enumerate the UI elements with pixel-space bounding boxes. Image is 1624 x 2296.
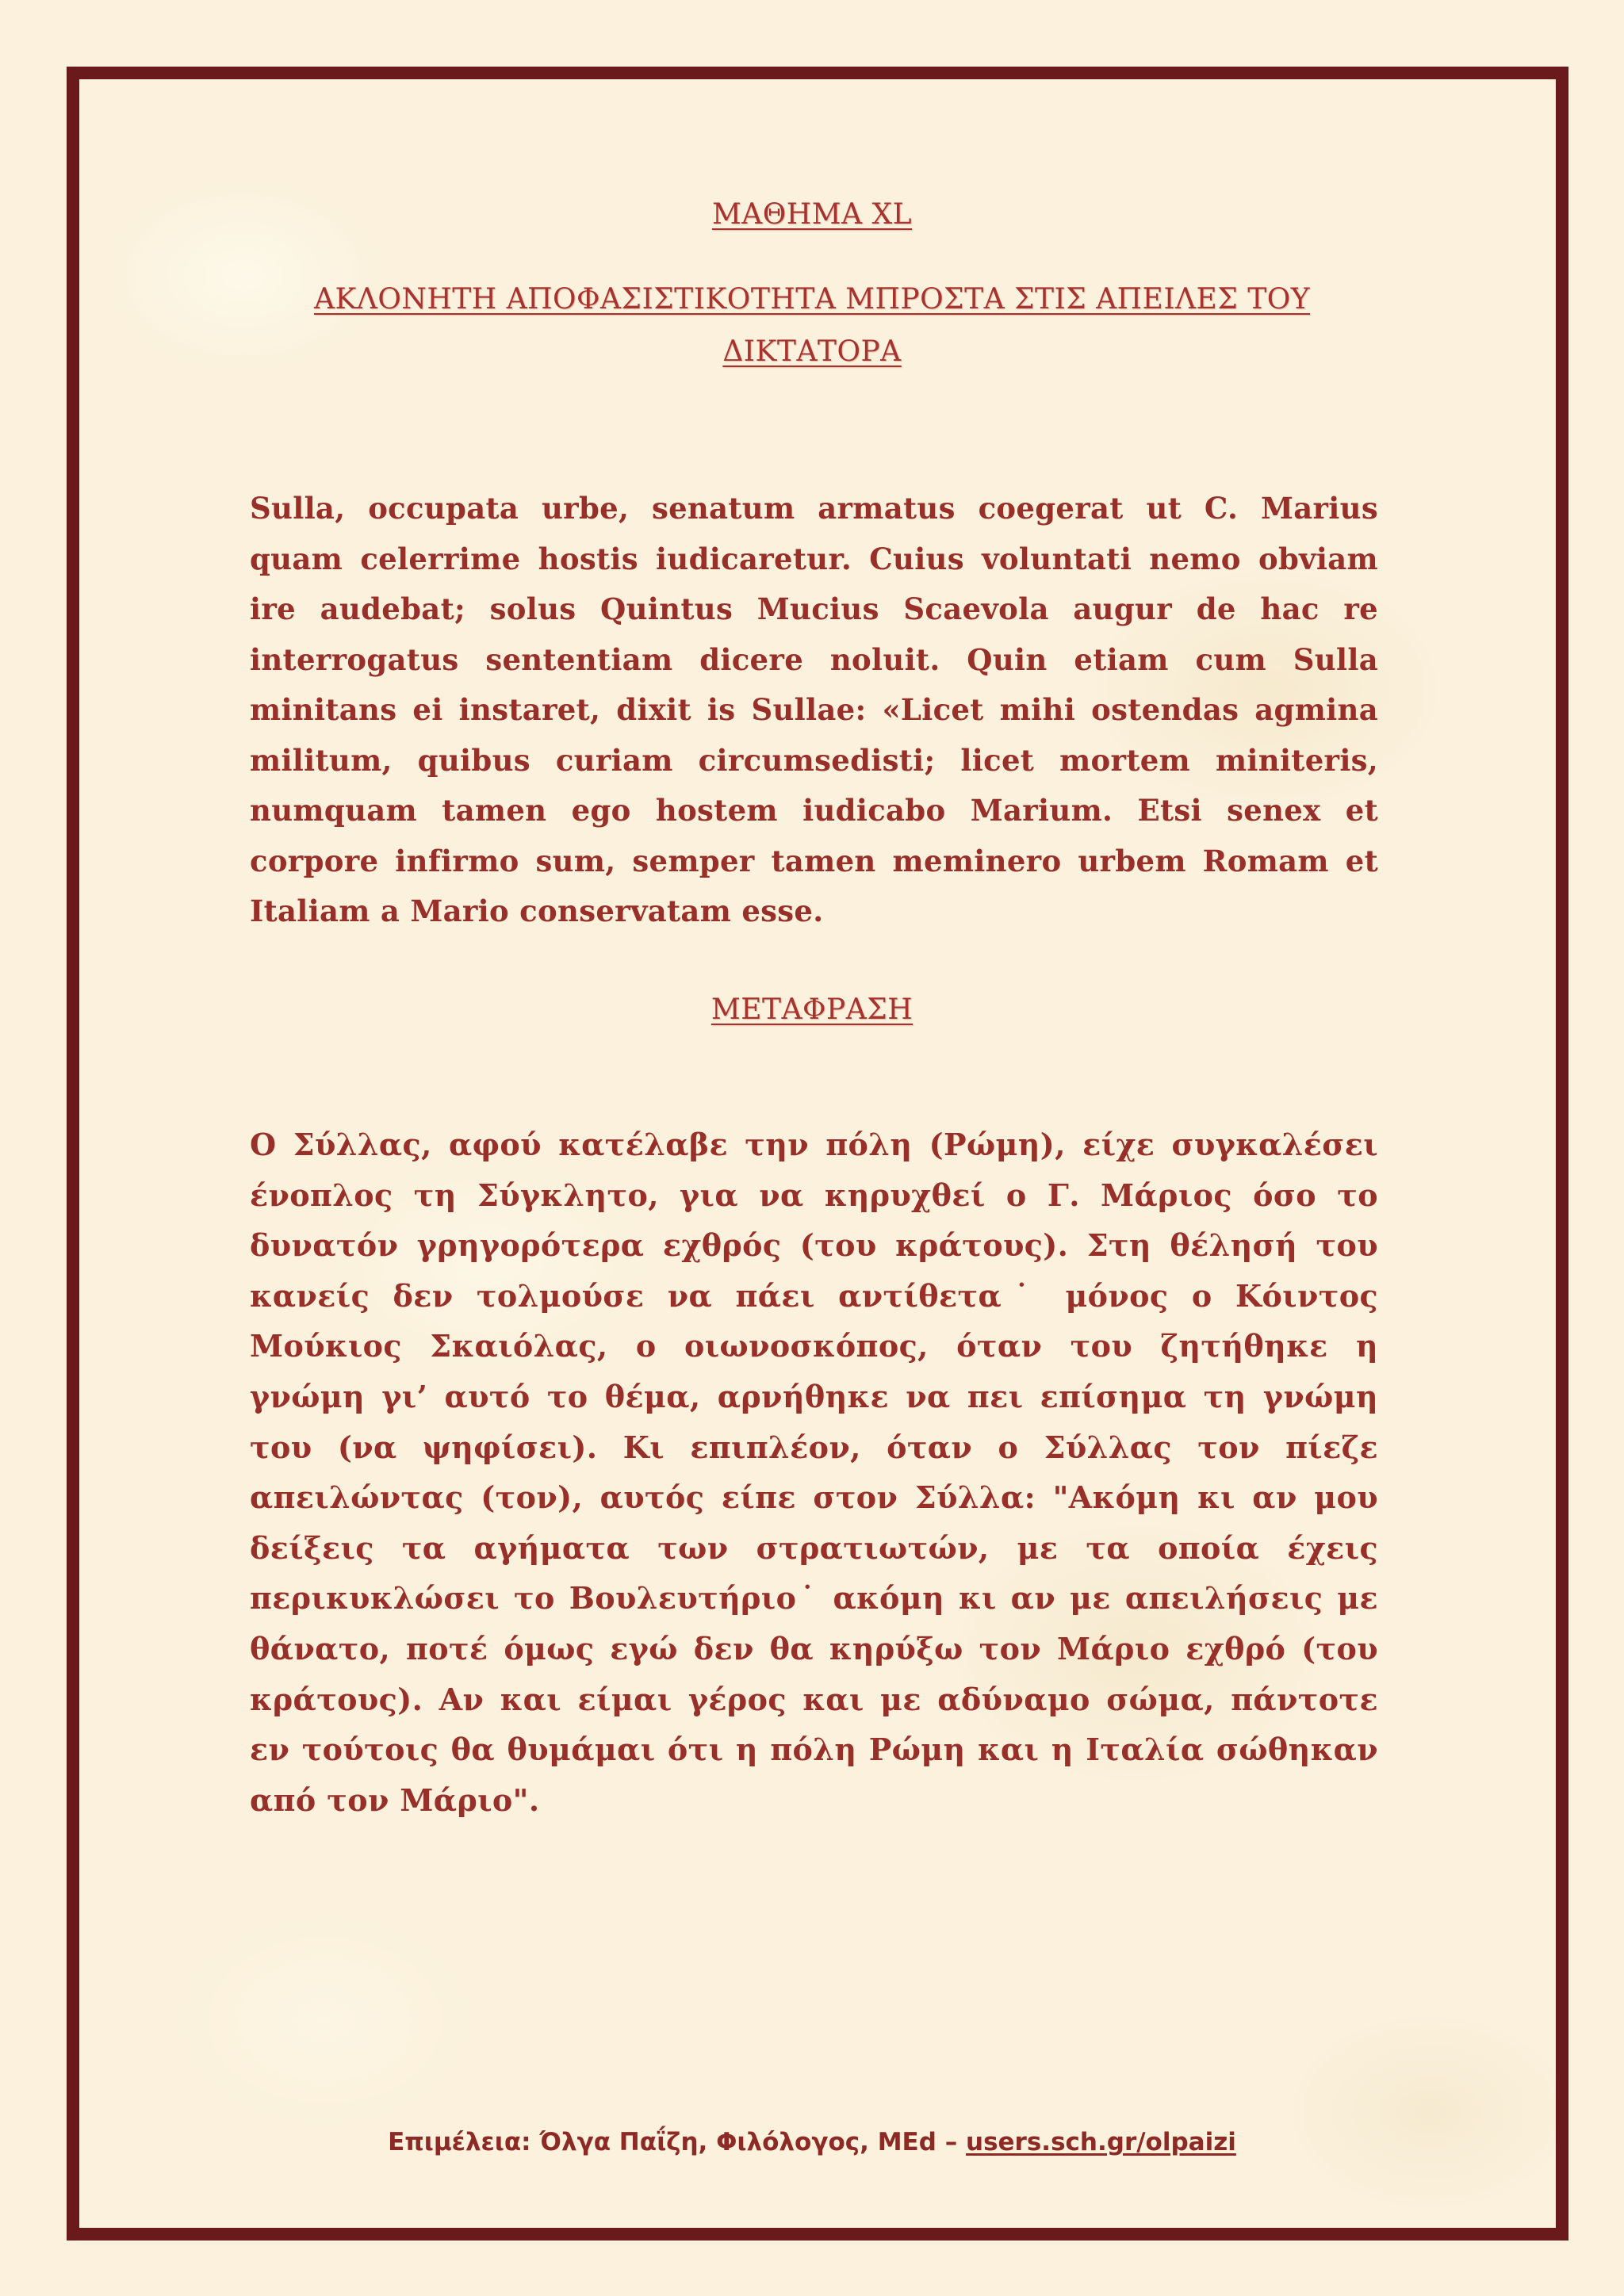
translation-heading: ΜΕΤΑΦΡΑΣΗ [710, 993, 914, 1026]
footer [0, 2128, 1624, 2156]
latin-text: Sulla, occupata urbe, senatum armatus coegerat ut C. Marius quam celerrime hostis iudicaretur. Cuius voluntati nemo obviam ire audebat; solus Quintus Mucius Scaevola augur de hac re interrogatus sententiam dicere noluit. Quin etiam cum Sulla minitans ei instaret, dixit is Sullae: «Licet mihi ostendas agmina militum, quibus curiam circumsedisti; licet mortem miniteris, numquam tamen ego hostem iudicabo Marium. Etsi senex et corpore infirmo sum, semper tamen meminero urbem Romam et Italiam a Mario conservatam esse. [250, 491, 1378, 928]
footer-website-link[interactable]: users.sch.gr/olpaizi [966, 2128, 1236, 2156]
greek-translation-text: Ο Σύλλας, αφού κατέλαβε την πόλη (Ρώμη), είχε συγκαλέσει ένοπλος τη Σύγκλητο, για να κηρυχθεί ο Γ. Μάριος όσο το δυνατόν γρηγορότερα εχθρός (του κράτους). Στη θέλησή του κανείς δεν τολμούσε να πάει αντίθετα˙ μόνος ο Κόιντος Μούκιος Σκαιόλας, ο οιωνοσκόπος, όταν του ζητήθηκε η γνώμη γι’ αυτό το θέμα, αρνήθηκε να πει επίσημα τη γνώμη του (να ψηφίσει). Κι επιπλέον, όταν ο Σύλλας τον πίεζε απειλώντας (τον), αυτός είπε στον Σύλλα: "Ακόμη κι αν μου δείξεις τα αγήματα των στρατιωτών, με τα οποία έχεις περικυκλώσει το Βουλευτήριο˙ ακόμη κι αν με απειλήσεις με θάνατο, ποτέ όμως εγώ δεν θα κηρύξω τον Μάριο εχθρό (του κράτους). Αν και είμαι γέρος και με αδύναμο σώμα, πάντοτε εν τούτοις θα θυμάμαι ότι η πόλη Ρώμη και η Ιταλία σώθηκαν από τον Μάριο". [250, 1127, 1378, 1818]
footer-credit: Επιμέλεια: Όλγα Παΐζη, Φιλόλογος, MEd – [388, 2128, 967, 2156]
lesson-subtitle: ΑΚΛΟΝΗΤΗ ΑΠΟΦΑΣΙΣΤΙΚΟΤΗΤΑ ΜΠΡΟΣΤΑ ΣΤΙΣ ΑΠΕΙΛΕΣ ΤΟΥ ΔΙΚΤΑΤΟΡΑ [313, 283, 1311, 368]
lesson-title: ΜΑΘΗΜΑ XL [711, 198, 913, 231]
